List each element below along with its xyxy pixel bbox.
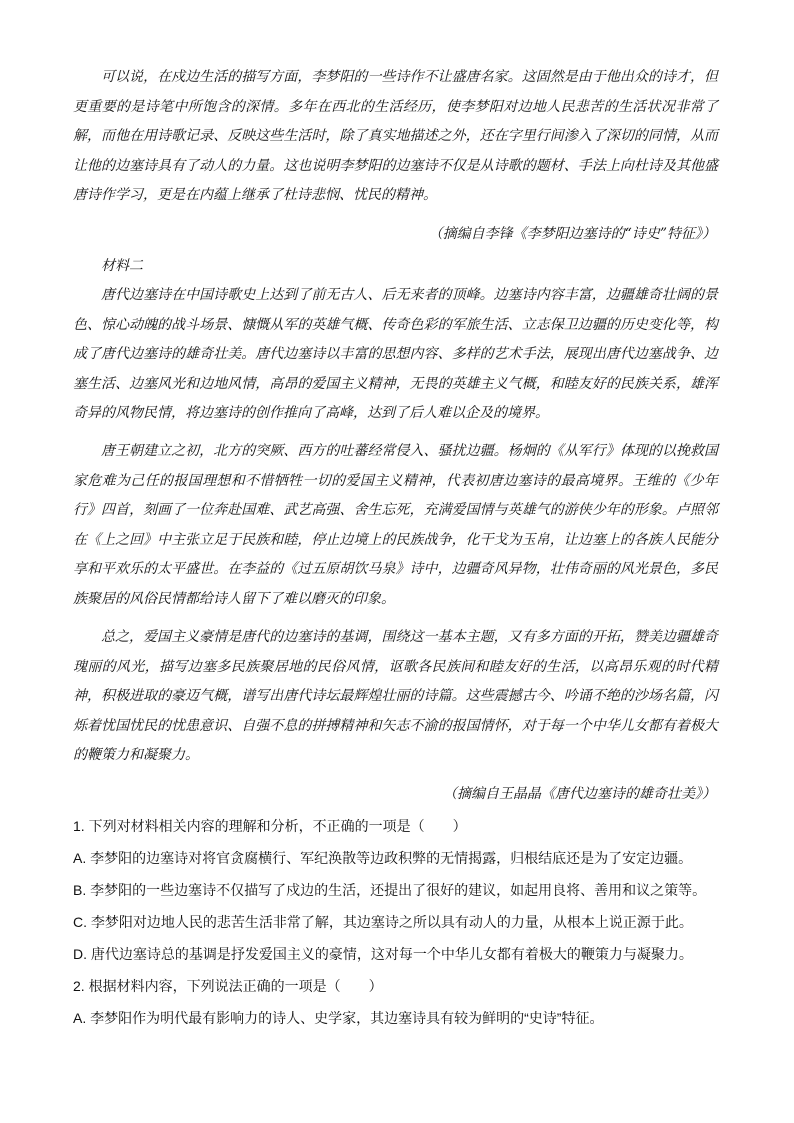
question-1-stem: 1. 下列对材料相关内容的理解和分析，不正确的一项是（ ） xyxy=(73,818,467,834)
material2-heading: 材料二 xyxy=(101,258,143,274)
question-1-option-d: D. 唐代边塞诗总的基调是抒发爱国主义的豪情，这对每一个中华儿女都有着极大的鞭策力与凝聚力。 xyxy=(73,946,693,962)
material1-tail-paragraph: 可以说，在戍边生活的描写方面，李梦阳的一些诗作不让盛唐名家。这固然是由于他出众的诗才，但更重要的是诗笔中所饱含的深情。多年在西北的生活经历，使李梦阳对边地人民悲苦的生活状况非常了解，而他在用诗歌记录、反映这些生活时，除了真实地描述之外，还在字里行间渗入了深切的同情，从而让他的边塞诗具有了动人的力量。这也说明李梦阳的边塞诗不仅是从诗歌的题材、手法上向杜诗及其他盛唐诗作学习，更是在内蕴上继承了杜诗悲悯、忧民的精神。 xyxy=(73,69,718,203)
material2-source: （摘编自王晶晶《唐代边塞诗的雄奇壮美》） xyxy=(443,786,716,802)
question-1-option-b: B. 李梦阳的一些边塞诗不仅描写了戍边的生活，还提出了很好的建议，如起用良将、善用和议之策等。 xyxy=(73,882,707,898)
material2-paragraph-3: 总之，爱国主义豪情是唐代的边塞诗的基调，围绕这一基本主题，又有多方面的开拓，赞美边疆雄奇瑰丽的风光，描写边塞多民族聚居地的民俗风情，讴歌各民族间和睦友好的生活，以高昂乐观的时代精神，积极进取的豪迈气概，谱写出唐代诗坛最辉煌壮丽的诗篇。这些震撼古今、吟诵不绝的沙场名篇，闪烁着忧国忧民的忧患意识、自强不息的拼搏精神和矢志不渝的报国情怀，对于每一个中华儿女都有着极大的鞭策力和凝聚力。 xyxy=(73,629,718,763)
material2-paragraph-1: 唐代边塞诗在中国诗歌史上达到了前无古人、后无来者的顶峰。边塞诗内容丰富，边疆雄奇壮阔的景色、惊心动魄的战斗场景、慷慨从军的英雄气概、传奇色彩的军旅生活、立志保卫边疆的历史变化等，构成了唐代边塞诗的雄奇壮美。唐代边塞诗以丰富的思想内容、多样的艺术手法，展现出唐代边塞战争、边塞生活、边塞风光和边地风情，高昂的爱国主义精神，无畏的英雄主义气概，和睦友好的民族关系，雄浑奇异的风物民情，将边塞诗的创作推向了高峰，达到了后人难以企及的境界。 xyxy=(73,287,718,421)
question-2-option-a: A. 李梦阳作为明代最有影响力的诗人、史学家，其边塞诗具有较为鲜明的“史诗”特征。 xyxy=(73,1010,604,1026)
question-1-option-c: C. 李梦阳对边地人民的悲苦生活非常了解，其边塞诗之所以具有动人的力量，从根本上说正源于此。 xyxy=(73,914,693,930)
material2-paragraph-2: 唐王朝建立之初，北方的突厥、西方的吐蕃经常侵入、骚扰边疆。杨炯的《从军行》体现的以挽救国家危难为己任的报国理想和不惜牺牲一切的爱国主义精神，代表初唐边塞诗的最高境界。王维的《少年行》四首，刻画了一位奔赴国难、武艺高强、舍生忘死，充满爱国情与英雄气的游侠少年的形象。卢照邻在《上之回》中主张立足于民族和睦，停止边境上的民族战争，化干戈为玉帛，让边塞上的各族人民能分享和平欢乐的太平盛世。在李益的《过五原胡饮马泉》诗中，边疆奇风异物，壮伟奇丽的风光景色，多民族聚居的风俗民情都给诗人留下了难以磨灭的印象。 xyxy=(73,443,718,607)
question-1-option-a: A. 李梦阳的边塞诗对将官贪腐横行、军纪涣散等边政积弊的无情揭露，归根结底还是为了安定边疆。 xyxy=(73,850,693,866)
question-2-stem: 2. 根据材料内容，下列说法正确的一项是（ ） xyxy=(73,978,383,994)
material1-source: （摘编自李锋《李梦阳边塞诗的“诗史”特征》） xyxy=(428,226,716,242)
